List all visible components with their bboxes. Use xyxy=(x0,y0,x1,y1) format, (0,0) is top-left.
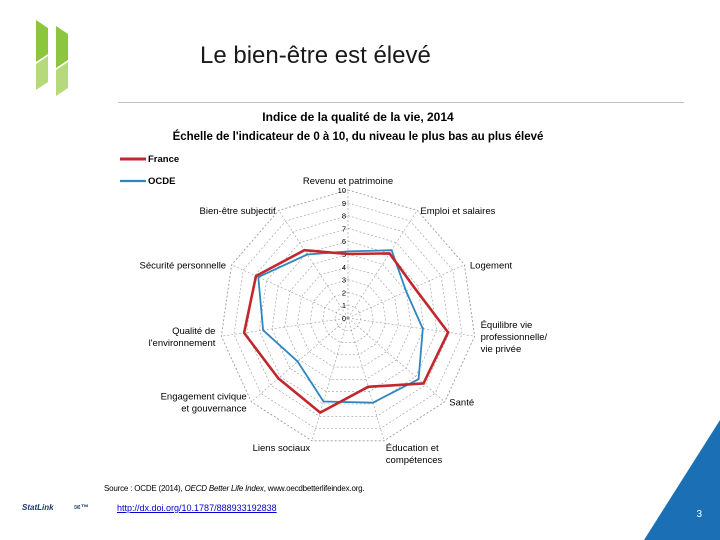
doi-link[interactable]: http://dx.doi.org/10.1787/888933192838 xyxy=(117,503,277,513)
data-point-france-2 xyxy=(414,287,416,289)
data-point-ocde-0 xyxy=(347,251,349,253)
grid-spoke-10 xyxy=(279,210,348,318)
chart-legend xyxy=(120,154,179,187)
tick-label-7: 7 xyxy=(341,224,346,234)
data-point-france-10 xyxy=(304,249,306,251)
tick-label-5: 5 xyxy=(341,250,346,259)
axis-label-3 xyxy=(481,320,548,355)
data-point-ocde-2 xyxy=(405,291,407,293)
axis-label-6-line-0: Liens sociaux xyxy=(252,442,311,454)
axis-label-10 xyxy=(200,206,276,217)
tick-label-9: 9 xyxy=(341,198,346,208)
axis-label-2-line-0: Logement xyxy=(469,260,513,272)
axis-label-5-line-0: Éducation et xyxy=(385,442,439,454)
data-point-france-3 xyxy=(447,332,449,334)
data-point-france-5 xyxy=(367,386,369,388)
data-point-ocde-10 xyxy=(306,254,308,256)
data-point-france-7 xyxy=(278,378,280,380)
axis-label-8-line-1: l'environnement xyxy=(148,337,216,349)
source-suffix: , www.oecdbetterlifeindex.org. xyxy=(263,484,365,493)
axis-label-5 xyxy=(386,443,443,466)
tick-label-6: 6 xyxy=(341,237,346,247)
data-point-france-6 xyxy=(319,412,321,414)
data-point-ocde-1 xyxy=(391,249,393,251)
axis-label-7-line-1: et gouvernance xyxy=(181,403,247,415)
axis-label-10-line-0: Bien-être subjectif xyxy=(199,205,276,217)
series-line-ocde xyxy=(258,250,423,403)
data-point-ocde-6 xyxy=(323,401,325,403)
axis-label-1-line-0: Emploi et salaires xyxy=(420,205,496,217)
data-point-ocde-8 xyxy=(262,329,264,331)
axis-label-2 xyxy=(470,260,513,271)
data-point-france-8 xyxy=(243,332,245,334)
axis-label-3-line-2: vie privée xyxy=(480,343,522,355)
axis-label-0 xyxy=(303,176,393,187)
chart-title: Indice de la qualité de la vie, 2014 xyxy=(262,110,454,124)
data-point-france-4 xyxy=(423,383,425,385)
legend-label-france: France xyxy=(148,154,180,165)
axis-label-0-line-0: Revenu et patrimoine xyxy=(302,176,394,187)
radar-series xyxy=(243,249,449,413)
grid-spoke-3 xyxy=(348,318,475,336)
axis-label-3-line-0: Équilibre vie xyxy=(480,319,533,331)
series-line-france xyxy=(244,250,448,412)
data-point-france-0 xyxy=(347,253,349,255)
axis-label-9 xyxy=(139,260,226,271)
axis-label-6 xyxy=(253,443,311,454)
source-prefix: Source : OCDE (2014), xyxy=(104,484,185,493)
data-point-ocde-5 xyxy=(372,402,374,404)
axis-label-1 xyxy=(420,206,495,217)
grid-spoke-8 xyxy=(221,318,348,336)
axis-label-7 xyxy=(161,391,247,414)
legend-label-ocde: OCDE xyxy=(148,176,176,187)
axis-label-3-line-1: professionnelle/ xyxy=(480,331,548,343)
page-number: 3 xyxy=(696,509,702,520)
grid-spoke-1 xyxy=(348,210,417,318)
data-point-france-1 xyxy=(389,253,391,255)
tick-label-8: 8 xyxy=(341,211,346,221)
data-point-ocde-7 xyxy=(297,361,299,363)
data-point-ocde-3 xyxy=(422,328,424,330)
axis-label-9-line-0: Sécurité personnelle xyxy=(139,260,227,272)
corner-decoration xyxy=(644,420,720,540)
chart-source xyxy=(104,484,364,493)
tick-label-3: 3 xyxy=(341,275,346,285)
tick-label-2: 2 xyxy=(341,288,346,298)
slide-title: Le bien-être est élevé xyxy=(200,42,431,69)
data-point-ocde-4 xyxy=(418,378,420,380)
statlink-logo: StatLink xyxy=(22,503,54,512)
source-title: OECD Better Life Index xyxy=(184,484,264,493)
chart-subtitle: Échelle de l'indicateur de 0 à 10, du niveau le plus bas au plus élevé xyxy=(172,131,544,143)
axis-label-4-line-0: Santé xyxy=(449,397,475,409)
tick-label-1: 1 xyxy=(341,301,346,311)
tick-label-0: 0 xyxy=(341,314,346,323)
axis-label-8-line-0: Qualité de xyxy=(172,325,216,337)
axis-label-4 xyxy=(449,397,474,408)
axis-label-5-line-1: compétences xyxy=(385,454,443,466)
axis-label-8 xyxy=(149,326,216,349)
statlink-mark: ✉™ xyxy=(74,503,89,512)
axis-label-7-line-0: Engagement civique xyxy=(160,391,247,403)
tick-label-10: 10 xyxy=(337,186,346,195)
tick-label-4: 4 xyxy=(341,262,346,272)
data-point-france-9 xyxy=(255,275,257,277)
